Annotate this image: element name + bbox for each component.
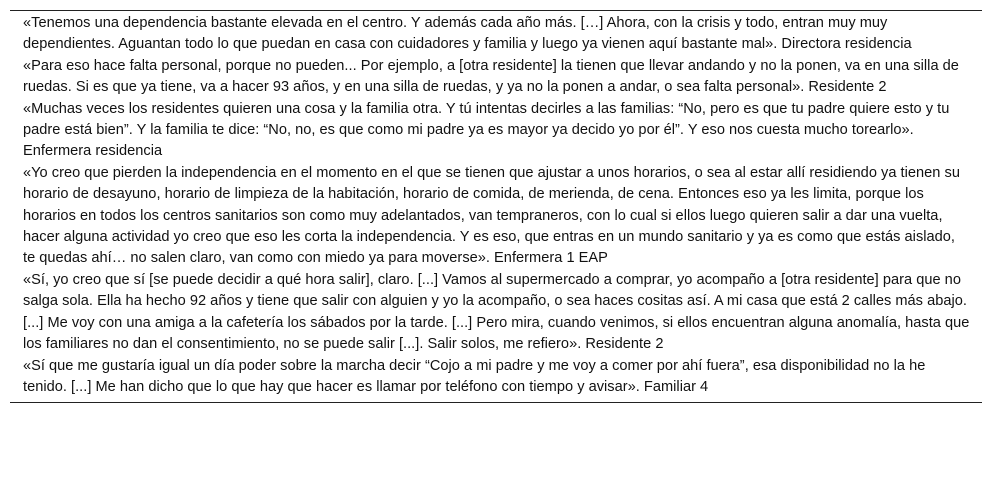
quote-row-residente-2-salir: «Sí, yo creo que sí [se puede decidir a qué hora salir], claro. [...] Vamos al supermercado a comprar, yo acompaño a [otra residente] para que no salga sola. Ella ha hecho 92 años y tiene que salir con alguien y yo la acompaño, o sea haces cositas así. A mi casa que está 2 calles más abajo. [...] Me voy con una amiga a la cafetería los sábados por la tarde. [...] Pero mira, cuando venimos, si ellos encuentran alguna anomalía, hasta que los familiares no dan el consentimiento, no se puede salir [...]. Salir solos, me refiero». Residente 2 <box>23 271 970 353</box>
quote-row-residente-2-personal: «Para eso hace falta personal, porque no pueden... Por ejemplo, a [otra residente] la tienen que llevar andando y no la ponen, va en una silla de ruedas. Si es que ya tiene, va a hacer 93 años, y en una silla de ruedas, y ya no la ponen a andar, o sea falta personal». Residente 2 <box>23 57 959 96</box>
quote-row-directora-residencia: «Tenemos una dependencia bastante elevada en el centro. Y además cada año más. […] Ahora, con la crisis y todo, entran muy muy dependientes. Aguantan todo lo que puedan en casa con cuidadores y familia y luego ya vienen aquí bastante mal». Directora residencia <box>23 15 912 53</box>
quote-row-familiar-4: «Sí que me gustaría igual un día poder sobre la marcha decir “Cojo a mi padre y me voy a comer por ahí fuera”, esa disponibilidad no la he tenido. [...] Me han dicho que lo que hay que hacer es llamar por teléfono con tiempo y avisar». Familiar 4 <box>23 357 926 395</box>
quotes-table <box>10 10 982 403</box>
quote-row-enfermera-1-eap: «Yo creo que pierden la independencia en el momento en el que se tienen que ajustar a unos horarios, o sea al estar allí residiendo ya tienen su horario de desayuno, horario de limpieza de la habitación, horario de comida, de merienda, de cena. Entonces eso ya les limita, porque los horarios en todos los centros sanitarios son como muy adelantados, van tempraneros, con lo cual si ellos luego quieren salir a dar una vuelta, hacer alguna actividad yo creo que eso les corta la independencia. Y es eso, que entras en un mundo sanitario y ya es como que estás aislado, te quedas ahí… no salen claro, van como con miedo ya para moverse». Enfermera 1 EAP <box>23 164 960 267</box>
quote-row-enfermera-residencia: «Muchas veces los residentes quieren una cosa y la familia otra. Y tú intentas decirles a las familias: “No, pero es que tu padre quiere esto y tu padre está bien”. Y la familia te dice: “No, no, es que como mi padre ya es mayor ya decido yo por él”. Y eso nos cuesta mucho torearlo». Enfermera residencia <box>23 100 950 160</box>
